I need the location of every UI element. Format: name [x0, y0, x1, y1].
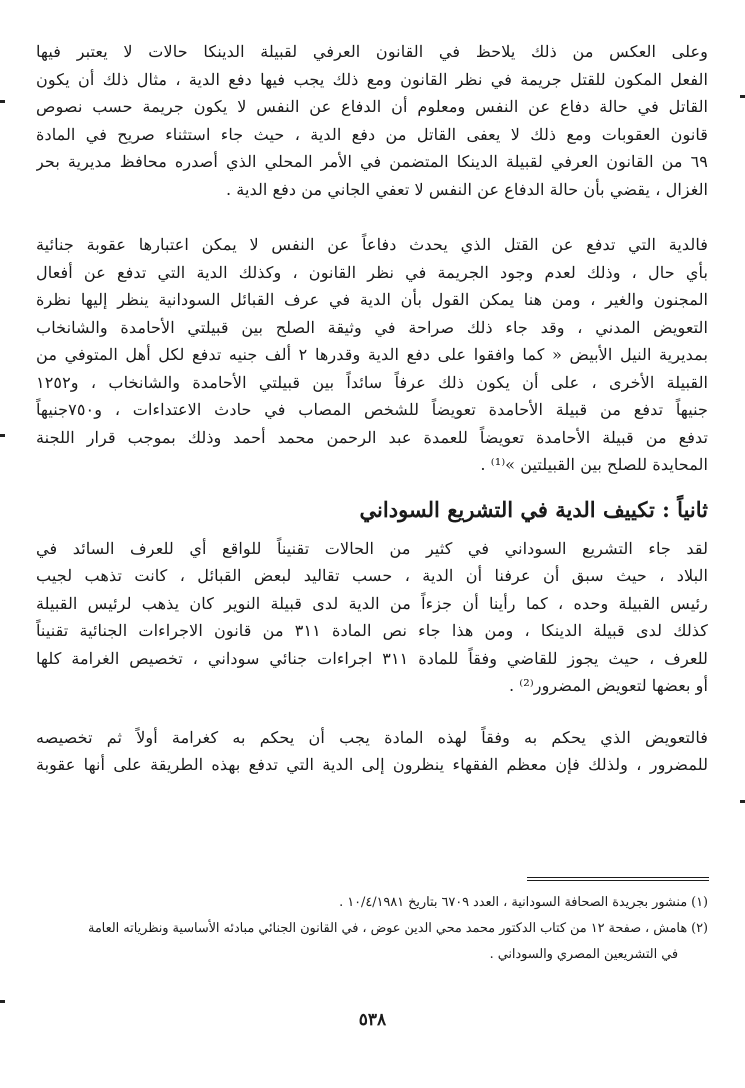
text-line: بأي حال ، وذلك لعدم وجود الجريمة في نظر القانون ، وكذلك الدية التي تدفع عن أفعال: [36, 262, 708, 282]
text-line: القاتل في حالة دفاع عن النفس ومعلوم أن الدفاع عن النفس لا يكون جريمة حسب نصوص: [36, 97, 708, 116]
section-heading: ثانياً : تكييف الدية في التشريع السوداني: [359, 496, 708, 522]
scan-edge-mark: [0, 100, 5, 103]
text-line: كذلك لدى قبيلة الدينكا ، ومن هذا جاء نص المادة ٣١١ من قانون الاجراءات الجنائية تقنيناً: [36, 621, 708, 640]
text-line: المحايدة للصلح بين القبيلتين »⁽¹⁾ .: [480, 455, 708, 474]
scan-edge-mark: [0, 434, 5, 437]
paragraph-dinka-self-defense: [36, 38, 708, 203]
paragraph-compensation-fine: [36, 724, 708, 779]
text-line: بمديرية النيل الأبيض « كما وافقوا على دفع الدية وقدرها ٢ ألف جنيه تدفع لكل أهل المتوفي من: [36, 345, 708, 364]
scan-edge-mark: [740, 95, 745, 98]
paragraph-diya-compensation: [36, 231, 708, 479]
text-line: تدفع من قبيلة الأحامدة تعويضاً للعمدة عبد الرحمن محمد أحمد وذلك بموجب قرار اللجنة: [36, 427, 708, 447]
footnotes: [36, 890, 708, 968]
text-line: المجنون والغير ، ومن هنا يمكن القول بأن الدية في عرف القبائل السودانية ينظر إليها نظرة: [36, 290, 708, 309]
text-line: الغزال ، يقضي بأن حالة الدفاع عن النفس لا تعفي الجاني من دفع الدية .: [225, 179, 708, 199]
text-line: جنيهاً تدفع من قبيلة الأحامدة تعويضاً للشخص المصاب في حادث الاعتداءات ، و٧٥٠جنيهاً: [36, 400, 708, 419]
text-line: للعرف ، حيث يجوز للقاضي وفقاً للمادة ٣١١ اجراءات جنائي سوداني ، تخصيص الغرامة كلها: [36, 648, 708, 668]
text-line: التعويض المدني ، وقد جاء ذلك صراحة في وثيقة الصلح بين قبيلتي الأحامدة والشانخاب: [36, 317, 708, 337]
footnote-2-continuation: في التشريعين المصري والسوداني .: [489, 947, 678, 962]
text-line: الفعل المكون للقتل جريمة في نظر القانون ومع ذلك يجب فيها دفع الدية ، مثال ذلك أن يكون: [36, 69, 708, 89]
text-line: البلاد ، حيث سبق أن عرفنا أن الدية ، حسب تقاليد لبعض القبائل ، كانت تذهب لجيب: [36, 566, 708, 585]
text-line: للمضرور ، ولذلك فإن معظم الفقهاء ينظرون إلى الدية التي تدفع بهذه الطريقة على أنها عقوبة: [36, 755, 708, 774]
text-line: القبيلة الأخرى ، على أن يكون ذلك عرفاً سائداً بين قبيلتي الأحامدة والشانخاب ، و١٢٥٢: [36, 372, 708, 392]
page-number: ٥٣٨: [358, 1010, 387, 1030]
text-line: وعلى العكس من ذلك يلاحظ في القانون العرفي لقبيلة الدينكا حالات لا يعتبر فيها: [36, 42, 708, 61]
scan-edge-mark: [740, 800, 745, 803]
footnote-separator: [527, 877, 709, 881]
text-line: قانون العقوبات ومع ذلك لا يعفى القاتل من دفع الدية ، حيث جاء استثناء صريح في المادة: [36, 124, 708, 144]
text-line: ٦٩ من القانون العرفي لقبيلة الدينكا المتضمن في الأمر المحلي الذي أصدره محافظ مديرية بحر: [36, 152, 708, 171]
text-line: فالتعويض الذي يحكم به وفقاً لهذه المادة يجب أن يحكم به كغرامة أولاً ثم تخصيصه: [36, 727, 708, 747]
footnote-2: (٢) هامش ، صفحة ١٢ من كتاب الدكتور محمد محي الدين عوض ، في القانون الجنائي مبادئه الأساسية ونظرياته العامة: [87, 921, 708, 936]
text-line: أو بعضها لتعويض المضرور⁽²⁾ .: [509, 676, 708, 695]
scan-edge-mark: [0, 1000, 5, 1003]
text-line: فالدية التي تدفع عن القتل الذي يحدث دفاعاً عن النفس لا يمكن اعتبارها عقوبة جنائية: [36, 235, 708, 254]
page-body: [36, 38, 708, 779]
text-line: لقد جاء التشريع السوداني في كثير من الحالات تقنيناً للواقع أي للعرف السائد في: [36, 538, 708, 558]
text-line: رئيس القبيلة وحده ، كما رأينا أن جزءاً من الدية لدى قبيلة النوير كان يذهب لرئيس القبيلة: [36, 593, 708, 613]
footnote-1: (١) منشور بجريدة الصحافة السودانية ، العدد ٦٧٠٩ بتاريخ ١٠/٤/١٩٨١ .: [339, 895, 708, 910]
paragraph-sudanese-legislation: [36, 535, 708, 700]
